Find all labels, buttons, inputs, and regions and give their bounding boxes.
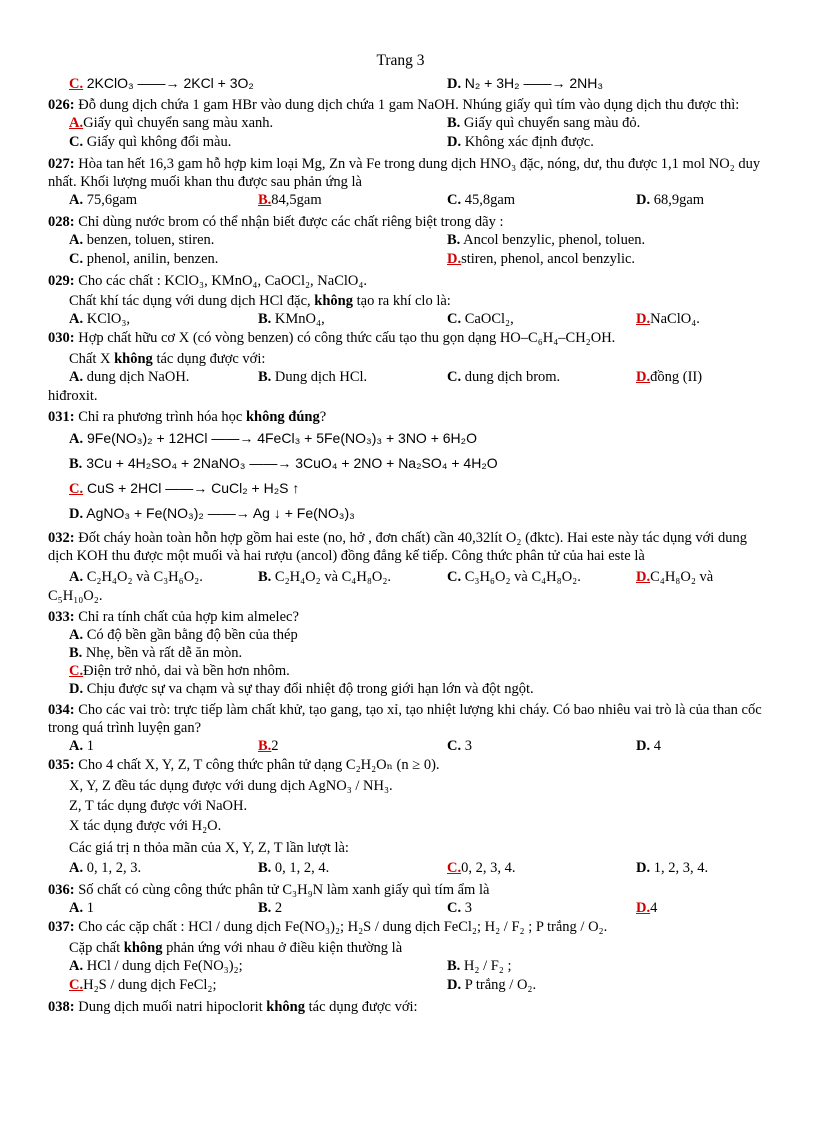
option-d: D. 1, 2, 3, 4. <box>636 860 709 876</box>
option-a: A. Có độ bền gần bằng độ bền của thép <box>69 627 298 643</box>
question-037: 037: Cho các cặp chất : HCl / dung dịch Fe(NO₃)₂; H₂S / dung dịch FeCl₂; H₂ / F₂ ; P trắng / O₂. Cặp chất không phản ứng với nhau ở điều kiện thường là A. HCl / dung dịch Fe(NO₃)₂; B. H₂ / F₂ ; C.H₂S / dung dịch FeCl₂; D. P trắng / O₂. <box>48 918 773 995</box>
question-number: 028: <box>48 214 75 230</box>
question-number: 034: <box>48 702 75 718</box>
option-b: B. Dung dịch HCl. <box>258 369 368 385</box>
question-text: Đỗ dung dịch chứa 1 gam HBr vào dung dịch chứa 1 gam NaOH. Nhúng giấy quì tím vào dụng dịch thu được thì: <box>78 97 740 113</box>
option-a: A. 0, 1, 2, 3. <box>69 860 142 876</box>
question-026 <box>48 96 773 152</box>
option-d: D. 4 <box>636 738 661 754</box>
option-b: B. Giấy quì chuyển sang màu đỏ. <box>447 115 641 131</box>
question-text: Cho 4 chất X, Y, Z, T công thức phân tử dạng C₂H₂Oₙ (n ≥ 0). <box>78 757 440 773</box>
question-number: 036: <box>48 882 75 898</box>
question-number: 035: <box>48 757 75 773</box>
option-a: A. benzen, toluen, stiren. <box>69 232 215 248</box>
option-c: C. C₃H₆O₂ và C₄H₈O₂. <box>447 569 581 585</box>
option-a: A. 1 <box>69 900 94 916</box>
option-b: B. Ancol benzylic, phenol, toluen. <box>447 232 646 248</box>
question-number: 029: <box>48 273 75 289</box>
question-number: 032: <box>48 530 75 546</box>
option-b: B. KMnO₄, <box>258 311 325 327</box>
option-d: D. AgNO₃ + Fe(NO₃)₂ ——→ Ag ↓ + Fe(NO₃)₃ <box>69 505 355 522</box>
option-a: A. KClO₃, <box>69 311 131 327</box>
question-031: 031: Chỉ ra phương trình hóa học không đúng? A. 9Fe(NO₃)₂ + 12HCl ——→ 4FeCl₃ + 5Fe(NO₃)₃ + 3NO + 6H₂O B. 3Cu + 4H₂SO₄ + 2NaNO₃ ——→ 3CuO₄ + 2NO + Na₂SO₄ + 4H₂O C. CuS + 2HCl ——→ CuCl₂ + H₂S ↑ D. AgNO₃ + Fe(NO₃)₂ ——→ Ag ↓ + Fe(NO₃)₃ <box>48 408 773 526</box>
option-c: C. CuS + 2HCl ——→ CuCl₂ + H₂S ↑ <box>69 480 300 497</box>
option-a: A.Giấy quì chuyển sang màu xanh. <box>69 115 274 131</box>
question-027 <box>48 155 773 210</box>
question-038: 038: Dung dịch muối natri hipoclorit không tác dụng được với: <box>48 999 418 1015</box>
option-a: A. 75,6gam <box>69 192 138 208</box>
question-033 <box>48 608 773 698</box>
question-text: Hợp chất hữu cơ X (có vòng benzen) có công thức cấu tạo thu gọn dạng HO–C₆H₄–CH₂OH. <box>78 330 616 346</box>
option-b: B. 2 <box>258 900 283 916</box>
question-text: Chỉ ra tính chất của hợp kim almelec? <box>78 609 299 625</box>
question-034 <box>48 701 773 756</box>
option-b: B. C₂H₄O₂ và C₄H₈O₂. <box>258 569 392 585</box>
question-036 <box>48 881 773 918</box>
option-d: D.C₄H₈O₂ và <box>636 569 714 585</box>
option-d: D.NaClO₄. <box>636 311 700 327</box>
question-number: 030: <box>48 330 75 346</box>
option-b: B.84,5gam <box>258 192 322 208</box>
option-c: C.H₂S / dung dịch FeCl₂; <box>69 977 217 993</box>
option-a: A. HCl / dung dịch Fe(NO₃)₂; <box>69 958 243 974</box>
question-text: Cho các cặp chất : HCl / dung dịch Fe(NO₃)₂; H₂S / dung dịch FeCl₂; H₂ / F₂ ; P trắng / O₂. <box>78 919 608 935</box>
question-text: Đốt cháy hoàn toàn hỗn hợp gồm hai este (no, hở , đơn chất) cần 40,32lít O₂ (đktc). Hai este này tác dụng với dung dịch KOH thu được một muối và hai rượu (ancol) đồng đẳng kế tiếp. Công thức phân tử của hai este là <box>48 530 747 564</box>
option-b: B.2 <box>258 738 279 754</box>
question-032: 032: Đốt cháy hoàn toàn hỗn hợp gồm hai este (no, hở , đơn chất) cần 40,32lít O₂ (đktc). Hai este này tác dụng với dung dịch KOH thu được một muối và hai rượu (ancol) đồng đẳng kế tiếp. Công thức phân tử của hai este là A. C₂H₄O₂ và C₃H₆O₂. B. C₂H₄O₂ và C₄H₈O₂. C. C₃H₆O₂ và C₄H₈O₂. D.C₄H₈O₂ và C₅H₁₀O₂. <box>48 529 773 605</box>
equation: N₂ + 3H₂ ——→ 2NH₃ <box>464 75 604 91</box>
question-text: Số chất có cùng công thức phân tử C₃H₉N làm xanh giấy quì tím ẩm là <box>78 882 490 898</box>
question-number: 031: <box>48 409 75 425</box>
question-number: 027: <box>48 156 75 172</box>
q025-options: C. 2KClO₃ ——→ 2KCl + 3O₂ D. N₂ + 3H₂ ——→ 2NH₃ <box>69 75 604 92</box>
option-d: D. 68,9gam <box>636 192 705 208</box>
option-c: C.0, 2, 3, 4. <box>447 860 516 876</box>
page-header: Trang 3 <box>376 52 425 69</box>
option-c: C. CaOCl₂, <box>447 311 514 327</box>
option-d: D. Chịu được sự va chạm và sự thay đổi nhiệt độ trong giới hạn lớn và đột ngột. <box>69 681 534 697</box>
option-c: C. 3 <box>447 738 472 754</box>
option-d: D.đồng (II) <box>636 369 703 385</box>
question-030: 030: Hợp chất hữu cơ X (có vòng benzen) có công thức cấu tạo thu gọn dạng HO–C₆H₄–CH₂OH. Chất X không tác dụng được với: A. dung dịch NaOH. B. Dung dịch HCl. C. dung dịch brom. D.đồng (II) hiđroxit. <box>48 329 773 405</box>
option-a: A. 9Fe(NO₃)₂ + 12HCl ——→ 4FeCl₃ + 5Fe(NO₃)₃ + 3NO + 6H₂O <box>69 430 477 447</box>
option-d: D.stiren, phenol, ancol benzylic. <box>447 251 636 267</box>
option-c: C. dung dịch brom. <box>447 369 561 385</box>
option-d: D. Không xác định được. <box>447 134 594 150</box>
option-b: B. 0, 1, 2, 4. <box>258 860 330 876</box>
question-029: 029: Cho các chất : KClO₃, KMnO₄, CaOCl₂, NaClO₄. Chất khí tác dụng với dung dịch HCl đặc, không tạo ra khí clo là: A. KClO₃, B. KMnO₄, C. CaOCl₂, D.NaClO₄. <box>48 272 773 329</box>
equation: 2KClO₃ ——→ 2KCl + 3O₂ <box>86 75 254 91</box>
page <box>48 52 773 1016</box>
question-text: Cho các vai trò: trực tiếp làm chất khử, tạo gang, tạo xỉ, tạo nhiệt lượng khi cháy. Có bao nhiêu vai trò là của than cốc trong quá trình luyện gan? <box>48 702 762 736</box>
option-a: A. C₂H₄O₂ và C₃H₆O₂. <box>69 569 203 585</box>
question-number: 026: <box>48 97 75 113</box>
question-text: Chỉ dùng nước brom có thể nhận biết được các chất riêng biệt trong dãy : <box>78 214 504 230</box>
question-035: 035: Cho 4 chất X, Y, Z, T công thức phân tử dạng C₂H₂Oₙ (n ≥ 0). X, Y, Z đều tác dụng được với dung dịch AgNO₃ / NH₃. Z, T tác dụng được với NaOH. X tác dụng được với H₂O. Các giá trị n thỏa mãn của X, Y, Z, T lần lượt là: A. 0, 1, 2, 3. B. 0, 1, 2, 4. C.0, 2, 3, 4. D. 1, 2, 3, 4. <box>48 756 773 878</box>
correct-answer-mark: C. <box>69 76 84 92</box>
option-b: B. Nhẹ, bền và rất dễ ăn mòn. <box>69 645 243 661</box>
option-c: C. 45,8gam <box>447 192 516 208</box>
question-number: 038: <box>48 999 75 1015</box>
option-d: D. P trắng / O₂. <box>447 977 537 993</box>
option-a: A. dung dịch NaOH. <box>69 369 190 385</box>
question-028 <box>48 213 773 269</box>
option-b: B. 3Cu + 4H₂SO₄ + 2NaNO₃ ——→ 3CuO₄ + 2NO + Na₂SO₄ + 4H₂O <box>69 455 498 472</box>
question-number: 037: <box>48 919 75 935</box>
question-text: Cho các chất : KClO₃, KMnO₄, CaOCl₂, NaClO₄. <box>78 273 368 289</box>
option-c: C. Giấy quì không đổi màu. <box>69 134 232 150</box>
option-a: A. 1 <box>69 738 94 754</box>
option-c: C.Điện trở nhỏ, dai và bền hơn nhôm. <box>69 663 290 679</box>
question-text: Hòa tan hết 16,3 gam hỗ hợp kim loại Mg, Zn và Fe trong dung dịch HNO₃ đặc, nóng, dư, thu được 1,1 mol NO₂ duy nhất. Khối lượng muối khan thu được sau phản ứng là <box>48 156 761 190</box>
option-c: C. phenol, anilin, benzen. <box>69 251 219 267</box>
question-number: 033: <box>48 609 75 625</box>
option-d: D.4 <box>636 900 658 916</box>
option-b: B. H₂ / F₂ ; <box>447 958 512 974</box>
option-c: C. 3 <box>447 900 472 916</box>
